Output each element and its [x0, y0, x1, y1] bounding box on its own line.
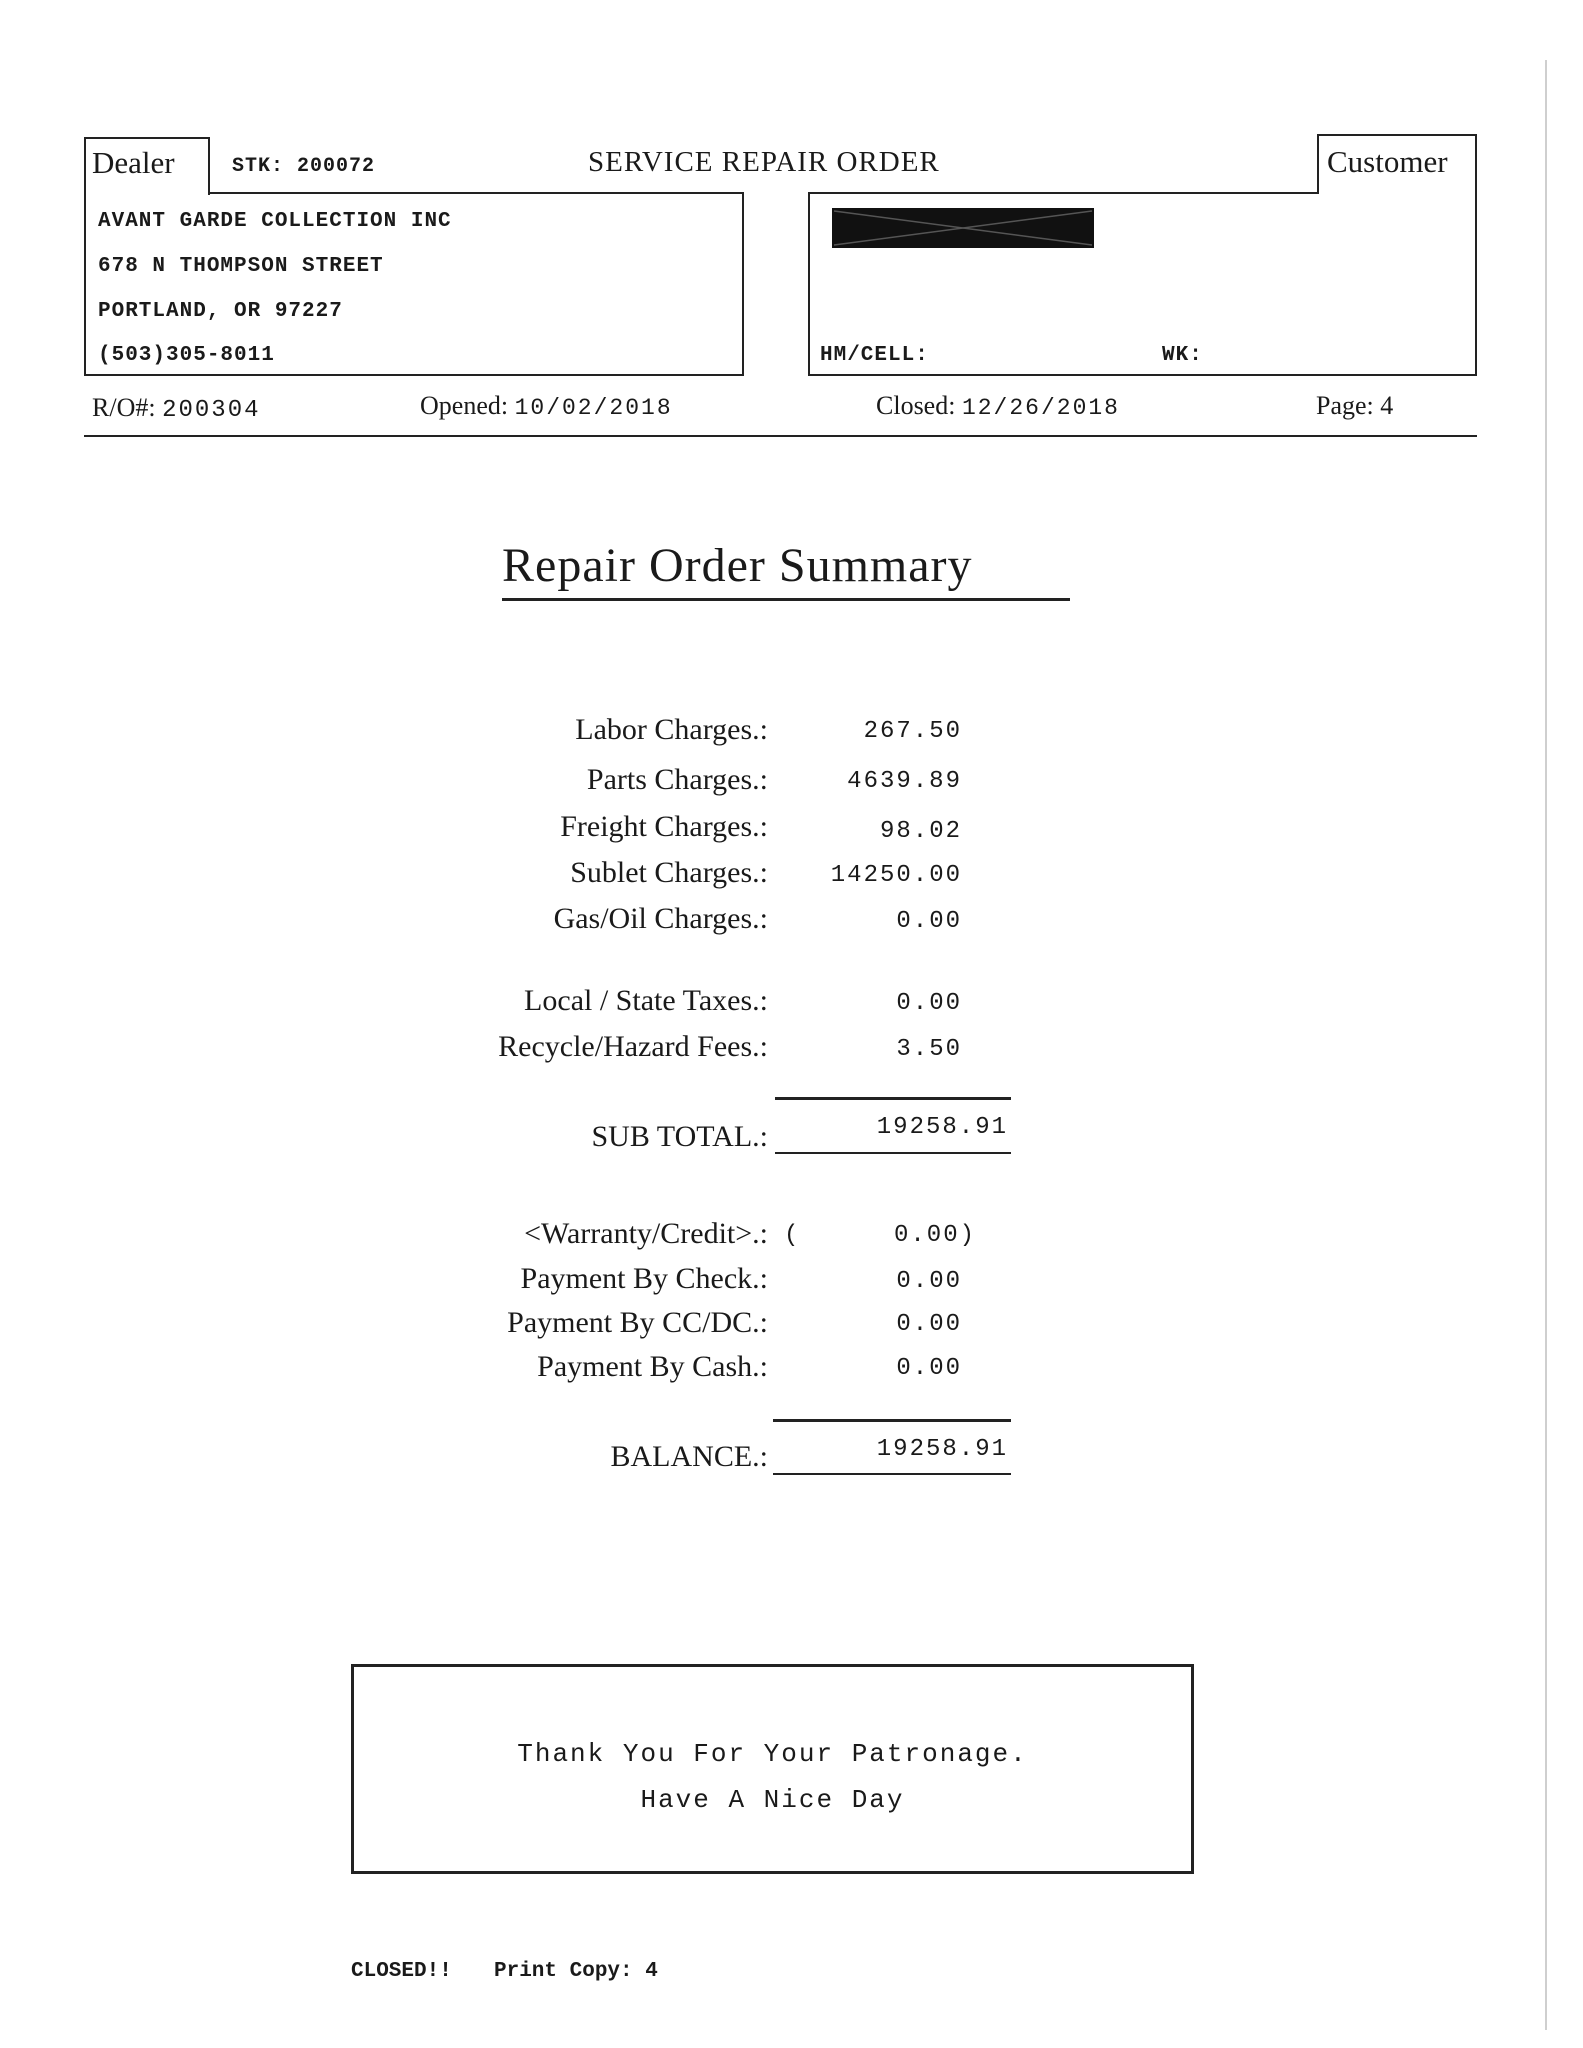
charge-label: Gas/Oil Charges.: — [553, 902, 768, 935]
closed-status: CLOSED!! — [351, 1960, 452, 1983]
balance-value: 19258.91 — [876, 1436, 1008, 1463]
payment-prefix: ( — [784, 1222, 799, 1249]
closed-date — [876, 391, 1120, 421]
charge-label: Local / State Taxes.: — [524, 984, 768, 1017]
dealer-label: Dealer — [92, 145, 175, 180]
dealer-street: 678 N THOMPSON STREET — [98, 255, 384, 278]
hm-cell-label: HM/CELL: — [820, 344, 929, 367]
payment-label: Payment By Cash.: — [537, 1350, 768, 1383]
customer-label: Customer — [1327, 144, 1448, 179]
charge-label: Recycle/Hazard Fees.: — [498, 1030, 768, 1063]
thanks-line-1: Thank You For Your Patronage. — [517, 1739, 1028, 1769]
opened-label: Opened: — [420, 391, 509, 420]
ro-label: R/O#: — [92, 393, 156, 422]
print-copy-value: 4 — [645, 1960, 658, 1983]
redacted-name-block — [832, 208, 1094, 248]
opened-value: 10/02/2018 — [514, 395, 673, 421]
print-copy — [494, 1960, 658, 1983]
charge-value: 4639.89 — [847, 768, 962, 795]
charge-value: 267.50 — [863, 718, 962, 745]
ro-number — [92, 393, 261, 424]
subtotal-bottom-rule — [775, 1152, 1011, 1154]
balance-bottom-rule — [773, 1473, 1011, 1475]
charge-value: 98.02 — [879, 818, 962, 845]
ro-value: 200304 — [162, 397, 261, 424]
page-value: 4 — [1380, 391, 1394, 420]
dealer-box — [84, 192, 744, 376]
wk-label: WK: — [1162, 344, 1203, 367]
thanks-line-2: Have A Nice Day — [640, 1785, 905, 1815]
payment-value: 0.00 — [896, 1311, 962, 1338]
balance-label: BALANCE.: — [610, 1440, 768, 1473]
payment-value: 0.00 — [896, 1355, 962, 1382]
payment-label: Payment By CC/DC.: — [507, 1306, 768, 1339]
summary-title-underline — [502, 598, 1070, 601]
dealer-city: PORTLAND, OR 97227 — [98, 300, 343, 323]
charge-label: Labor Charges.: — [575, 713, 768, 746]
closed-value: 12/26/2018 — [961, 395, 1120, 421]
dealer-phone: (503)305-8011 — [98, 344, 275, 367]
dealer-name: AVANT GARDE COLLECTION INC — [98, 210, 452, 233]
payment-label: Payment By Check.: — [520, 1262, 768, 1295]
charge-value: 3.50 — [896, 1036, 962, 1063]
page-edge-line — [1545, 60, 1547, 2030]
summary-title: Repair Order Summary — [502, 539, 973, 592]
opened-date — [420, 391, 673, 421]
charge-value: 0.00 — [896, 990, 962, 1017]
subtotal-value: 19258.91 — [876, 1114, 1008, 1141]
header-bottom-rule — [84, 435, 1477, 437]
payment-value: 0.00 — [896, 1268, 962, 1295]
page-number — [1316, 391, 1393, 421]
charge-label: Parts Charges.: — [586, 763, 768, 796]
charge-value: 0.00 — [896, 908, 962, 935]
customer-box — [808, 192, 1477, 376]
document-title: SERVICE REPAIR ORDER — [588, 146, 940, 178]
payment-value: 0.00) — [893, 1222, 976, 1249]
payment-label: <Warranty/Credit>.: — [524, 1217, 768, 1250]
dealer-tab — [84, 137, 210, 195]
stk-value: 200072 — [297, 155, 376, 178]
page-label: Page: — [1316, 391, 1374, 420]
charge-label: Freight Charges.: — [560, 810, 768, 843]
subtotal-label: SUB TOTAL.: — [591, 1120, 768, 1153]
charge-value: 14250.00 — [830, 862, 962, 889]
stk-field — [232, 155, 375, 178]
stk-label: STK: — [232, 155, 285, 178]
thank-you-box — [351, 1664, 1194, 1874]
subtotal-top-rule — [775, 1097, 1011, 1100]
customer-tab — [1317, 134, 1477, 194]
balance-top-rule — [773, 1419, 1011, 1422]
print-copy-label: Print Copy: — [494, 1960, 633, 1983]
redaction-cross-icon — [832, 208, 1094, 248]
charge-label: Sublet Charges.: — [570, 856, 768, 889]
closed-label: Closed: — [876, 391, 956, 420]
